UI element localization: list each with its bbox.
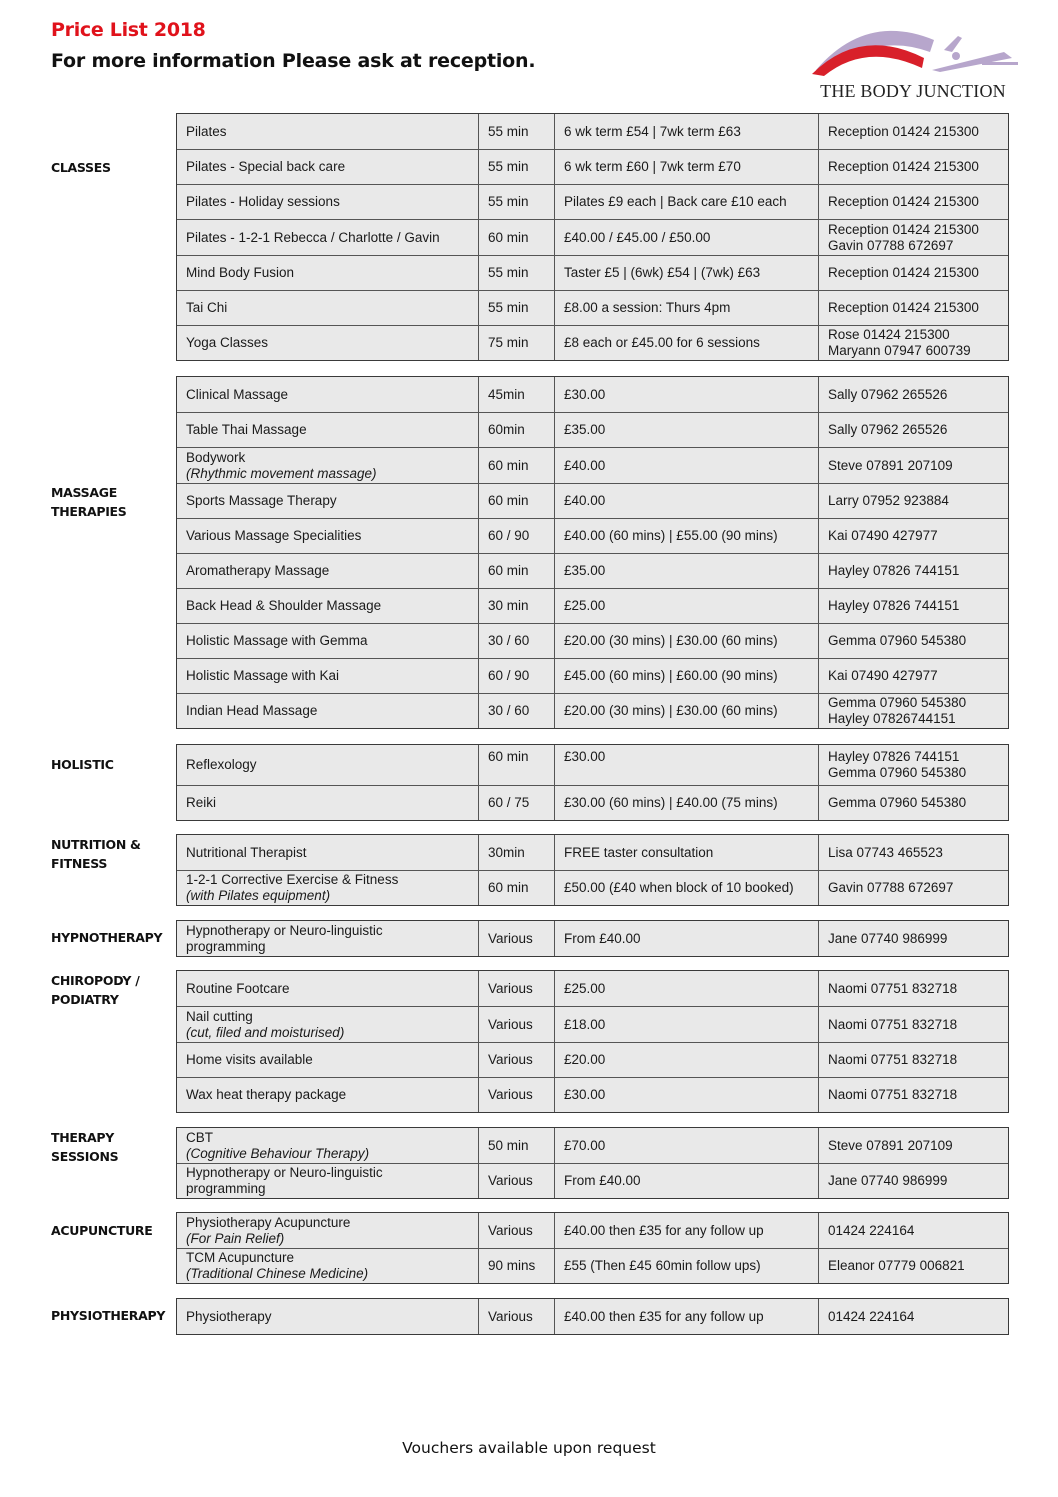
duration-cell: 60 min (479, 745, 555, 785)
service-cell (177, 220, 479, 255)
duration-cell: Various (479, 921, 555, 956)
contact-cell (819, 1249, 1007, 1283)
contact-line: Reception 01424 215300 (828, 300, 979, 315)
duration-cell: 55 min (479, 291, 555, 325)
category-therapy-sessions (51, 1128, 171, 1166)
contact-cell (819, 871, 1007, 905)
price-cell: £8.00 a session: Thurs 4pm (555, 291, 819, 325)
service-name: Home visits available (186, 1052, 313, 1067)
price-cell: £30.00 (555, 377, 819, 412)
service-cell (177, 448, 479, 483)
table-row (177, 412, 1008, 447)
service-cell (177, 291, 479, 325)
service-cell (177, 921, 479, 956)
duration-cell: 60 min (479, 554, 555, 588)
duration-cell: Various (479, 1007, 555, 1042)
service-name: Tai Chi (186, 300, 228, 315)
service-name: Wax heat therapy package (186, 1087, 347, 1102)
contact-cell (819, 554, 1007, 588)
service-cell (177, 1007, 479, 1042)
table-row (177, 1006, 1008, 1042)
category-label: NUTRITION & (51, 837, 141, 852)
duration-cell: 30 min (479, 589, 555, 623)
price-cell: £50.00 (£40 when block of 10 booked) (555, 871, 819, 905)
contact-cell (819, 589, 1007, 623)
contact-cell (819, 1128, 1007, 1163)
price-table-massage (176, 376, 1009, 729)
price-cell: £25.00 (555, 589, 819, 623)
contact-line: Gemma 07960 545380 (828, 765, 967, 780)
service-cell (177, 377, 479, 412)
price-cell: £40.00 then £35 for any follow up (555, 1299, 819, 1334)
service-name: Reflexology (186, 757, 257, 772)
table-row (177, 1299, 1008, 1334)
page-subtitle: For more information Please ask at reception. (51, 50, 536, 72)
price-cell: £20.00 (555, 1043, 819, 1077)
service-name: Hypnotherapy or Neuro-linguistic (186, 1165, 383, 1180)
service-name: Nail cutting (186, 1008, 253, 1024)
price-cell: From £40.00 (555, 921, 819, 956)
contact-line: Hayley 07826744151 (828, 711, 956, 726)
contact-line: Gemma 07960 545380 (828, 695, 967, 710)
category-label: CLASSES (51, 160, 111, 175)
duration-cell: 60 min (479, 484, 555, 518)
service-name: Nutritional Therapist (186, 844, 307, 860)
table-row (177, 658, 1008, 693)
contact-line: Naomi 07751 832718 (828, 1016, 958, 1032)
service-cell (177, 835, 479, 870)
price-cell: £70.00 (555, 1128, 819, 1163)
contact-line: Kai 07490 427977 (828, 528, 938, 543)
duration-cell: Various (479, 1078, 555, 1112)
contact-line: Jane 07740 986999 (828, 1173, 948, 1188)
service-subtitle: (Traditional Chinese Medicine) (186, 1266, 369, 1281)
contact-line: Naomi 07751 832718 (828, 1052, 958, 1067)
service-subtitle: (For Pain Relief) (186, 1230, 285, 1246)
price-cell: £45.00 (60 mins) | £60.00 (90 mins) (555, 659, 819, 693)
contact-line: Kai 07490 427977 (828, 668, 938, 683)
contact-line: Hayley 07826 744151 (828, 749, 960, 764)
duration-cell: 60 min (479, 220, 555, 255)
service-name: Physiotherapy Acupuncture (186, 1214, 351, 1230)
contact-line: Maryann 07947 600739 (828, 343, 971, 358)
price-cell: £40.00 (555, 448, 819, 483)
contact-cell (819, 220, 1007, 255)
service-cell (177, 1249, 479, 1283)
service-name: Sports Massage Therapy (186, 493, 337, 508)
table-row (177, 693, 1008, 728)
duration-cell: Various (479, 1043, 555, 1077)
page-title: Price List 2018 (51, 19, 206, 41)
contact-line: Eleanor 07779 006821 (828, 1258, 965, 1273)
service-cell (177, 694, 479, 728)
table-row (177, 1042, 1008, 1077)
contact-cell (819, 484, 1007, 518)
price-cell: £18.00 (555, 1007, 819, 1042)
duration-cell: Various (479, 971, 555, 1006)
contact-cell (819, 326, 1007, 360)
contact-line: Reception 01424 215300 (828, 159, 979, 174)
service-cell (177, 871, 479, 905)
contact-line: Sally 07962 265526 (828, 386, 948, 402)
table-row (177, 290, 1008, 325)
category-massage-therapies (51, 483, 171, 521)
contact-line: Jane 07740 986999 (828, 930, 948, 946)
service-cell (177, 413, 479, 447)
table-row (177, 1248, 1008, 1283)
service-subtitle: (Rhythmic movement massage) (186, 465, 377, 481)
service-name: Routine Footcare (186, 980, 290, 996)
duration-cell: 60 / 75 (479, 786, 555, 820)
contact-line: Steve 07891 207109 (828, 1137, 953, 1153)
price-table-physiotherapy (176, 1298, 1009, 1335)
contact-line: Sally 07962 265526 (828, 422, 948, 437)
contact-line: Lisa 07743 465523 (828, 844, 943, 860)
vouchers-note: Vouchers available upon request (402, 1439, 656, 1457)
contact-line: 01424 224164 (828, 1222, 915, 1238)
price-table-nutrition (176, 834, 1009, 906)
duration-cell: 55 min (479, 150, 555, 184)
service-cell (177, 326, 479, 360)
contact-line: Steve 07891 207109 (828, 457, 953, 473)
table-row (177, 149, 1008, 184)
service-cell (177, 589, 479, 623)
price-table-holistic (176, 744, 1009, 821)
table-row (177, 114, 1008, 149)
service-name: Pilates - Holiday sessions (186, 194, 340, 209)
contact-cell (819, 745, 1007, 785)
contact-line: Gavin 07788 672697 (828, 237, 954, 253)
contact-line: Larry 07952 923884 (828, 493, 949, 508)
contact-cell (819, 150, 1007, 184)
duration-cell: 30 / 60 (479, 694, 555, 728)
price-table-classes (176, 113, 1009, 361)
service-name: Back Head & Shoulder Massage (186, 598, 382, 613)
contact-cell (819, 185, 1007, 219)
service-name: Hypnotherapy or Neuro-linguistic (186, 922, 383, 938)
contact-cell (819, 624, 1007, 658)
contact-cell (819, 659, 1007, 693)
service-name: Aromatherapy Massage (186, 563, 330, 578)
duration-cell: Various (479, 1299, 555, 1334)
service-name: Pilates (186, 123, 227, 139)
table-row (177, 588, 1008, 623)
contact-cell (819, 694, 1007, 728)
service-name: Reiki (186, 795, 217, 810)
service-cell (177, 1299, 479, 1334)
contact-line: Reception 01424 215300 (828, 123, 979, 139)
table-row (177, 971, 1008, 1006)
price-cell: £35.00 (555, 554, 819, 588)
duration-cell: 55 min (479, 114, 555, 149)
price-cell: £25.00 (555, 971, 819, 1006)
contact-cell (819, 921, 1007, 956)
duration-cell: 60min (479, 413, 555, 447)
category-label: THERAPY (51, 1130, 114, 1145)
service-name: Indian Head Massage (186, 703, 318, 718)
contact-cell (819, 256, 1007, 290)
service-subtitle: (Cognitive Behaviour Therapy) (186, 1145, 370, 1161)
service-name: Holistic Massage with Gemma (186, 633, 368, 648)
table-row (177, 1077, 1008, 1112)
service-name: Holistic Massage with Kai (186, 668, 340, 683)
contact-line: Reception 01424 215300 (828, 265, 979, 280)
contact-cell (819, 1043, 1007, 1077)
category-nutrition-fitness (51, 835, 171, 873)
price-cell: £30.00 (555, 1078, 819, 1112)
table-row (177, 1213, 1008, 1248)
price-cell: £20.00 (30 mins) | £30.00 (60 mins) (555, 624, 819, 658)
category-label: CHIROPODY / (51, 973, 140, 988)
price-cell: £35.00 (555, 413, 819, 447)
contact-line: 01424 224164 (828, 1308, 915, 1324)
table-row (177, 518, 1008, 553)
contact-cell (819, 786, 1007, 820)
duration-cell: 30 / 60 (479, 624, 555, 658)
price-cell: Taster £5 | (6wk) £54 | (7wk) £63 (555, 256, 819, 290)
service-name: Mind Body Fusion (186, 265, 295, 280)
price-table-acupuncture (176, 1212, 1009, 1284)
contact-line: Gavin 07788 672697 (828, 880, 954, 895)
duration-cell: 50 min (479, 1128, 555, 1163)
contact-line: Reception 01424 215300 (828, 221, 979, 237)
service-name: Pilates - 1-2-1 Rebecca / Charlotte / Gavin (186, 229, 440, 245)
price-cell: £30.00 (555, 745, 819, 785)
table-row (177, 255, 1008, 290)
category-label: PHYSIOTHERAPY (51, 1308, 166, 1323)
table-row (177, 377, 1008, 412)
service-name: CBT (186, 1129, 213, 1145)
price-cell: £40.00 (555, 484, 819, 518)
price-cell: FREE taster consultation (555, 835, 819, 870)
price-cell: £30.00 (60 mins) | £40.00 (75 mins) (555, 786, 819, 820)
service-subtitle: programming (186, 1181, 266, 1196)
service-name: Bodywork (186, 449, 246, 465)
contact-cell (819, 1164, 1007, 1198)
service-cell (177, 1213, 479, 1248)
contact-cell (819, 1007, 1007, 1042)
price-table-therapy-sessions (176, 1127, 1009, 1199)
duration-cell: 55 min (479, 185, 555, 219)
category-label: HYPNOTHERAPY (51, 930, 163, 945)
price-table-chiropody (176, 970, 1009, 1113)
service-cell (177, 150, 479, 184)
duration-cell: 60 / 90 (479, 519, 555, 553)
service-name: Table Thai Massage (186, 422, 307, 437)
contact-line: Hayley 07826 744151 (828, 598, 960, 613)
price-cell: From £40.00 (555, 1164, 819, 1198)
contact-line: Hayley 07826 744151 (828, 563, 960, 578)
service-cell (177, 1164, 479, 1198)
category-acupuncture (51, 1221, 171, 1240)
category-label: SESSIONS (51, 1149, 119, 1164)
service-cell (177, 554, 479, 588)
price-cell: £55 (Then £45 60min follow ups) (555, 1249, 819, 1283)
service-cell (177, 114, 479, 149)
contact-cell (819, 377, 1007, 412)
table-row (177, 483, 1008, 518)
table-row (177, 745, 1008, 785)
price-cell: 6 wk term £54 | 7wk term £63 (555, 114, 819, 149)
logo-graphic-icon (806, 18, 1018, 88)
table-row (177, 623, 1008, 658)
table-row (177, 870, 1008, 905)
table-row (177, 1128, 1008, 1163)
body-junction-logo (806, 18, 1018, 104)
contact-cell (819, 448, 1007, 483)
service-cell (177, 624, 479, 658)
service-name: Clinical Massage (186, 386, 289, 402)
price-table-hypnotherapy (176, 920, 1009, 957)
duration-cell: 90 mins (479, 1249, 555, 1283)
duration-cell: Various (479, 1164, 555, 1198)
table-row (177, 921, 1008, 956)
category-label: MASSAGE (51, 485, 117, 500)
duration-cell: 45min (479, 377, 555, 412)
contact-line: Naomi 07751 832718 (828, 1087, 958, 1102)
service-cell (177, 1043, 479, 1077)
service-name: TCM Acupuncture (186, 1250, 295, 1265)
service-name: Pilates - Special back care (186, 159, 346, 174)
table-row (177, 553, 1008, 588)
service-cell (177, 256, 479, 290)
duration-cell: 30min (479, 835, 555, 870)
service-cell (177, 745, 479, 785)
contact-cell (819, 835, 1007, 870)
service-cell (177, 1128, 479, 1163)
contact-line: Reception 01424 215300 (828, 194, 979, 209)
category-label: THERAPIES (51, 504, 127, 519)
price-cell: £40.00 then £35 for any follow up (555, 1213, 819, 1248)
service-cell (177, 1078, 479, 1112)
contact-cell (819, 971, 1007, 1006)
service-name: 1-2-1 Corrective Exercise & Fitness (186, 872, 399, 887)
category-label: FITNESS (51, 856, 108, 871)
duration-cell: 60 / 90 (479, 659, 555, 693)
category-label: ACUPUNCTURE (51, 1223, 153, 1238)
price-cell: 6 wk term £60 | 7wk term £70 (555, 150, 819, 184)
price-cell: £20.00 (30 mins) | £30.00 (60 mins) (555, 694, 819, 728)
service-subtitle: (with Pilates equipment) (186, 888, 331, 903)
service-cell (177, 786, 479, 820)
service-cell (177, 971, 479, 1006)
table-row (177, 325, 1008, 360)
service-cell (177, 519, 479, 553)
contact-line: Rose 01424 215300 (828, 327, 950, 342)
contact-cell (819, 291, 1007, 325)
price-cell: £8 each or £45.00 for 6 sessions (555, 326, 819, 360)
service-cell (177, 659, 479, 693)
category-classes (51, 158, 171, 177)
price-cell: £40.00 / £45.00 / £50.00 (555, 220, 819, 255)
service-name: Various Massage Specialities (186, 528, 362, 543)
table-row (177, 447, 1008, 483)
category-label: PODIATRY (51, 992, 119, 1007)
price-cell: £40.00 (60 mins) | £55.00 (90 mins) (555, 519, 819, 553)
duration-cell: 55 min (479, 256, 555, 290)
contact-cell (819, 1078, 1007, 1112)
category-chiropody-podiatry (51, 971, 171, 1009)
contact-cell (819, 1299, 1007, 1334)
table-row (177, 184, 1008, 219)
duration-cell: 60 min (479, 871, 555, 905)
table-row (177, 1163, 1008, 1198)
table-row (177, 219, 1008, 255)
service-cell (177, 185, 479, 219)
service-subtitle: (cut, filed and moisturised) (186, 1024, 345, 1040)
duration-cell: 75 min (479, 326, 555, 360)
category-physiotherapy (51, 1306, 171, 1325)
contact-line: Gemma 07960 545380 (828, 633, 967, 648)
service-name: Physiotherapy (186, 1308, 272, 1324)
contact-cell (819, 114, 1007, 149)
contact-cell (819, 1213, 1007, 1248)
duration-cell: 60 min (479, 448, 555, 483)
table-row (177, 835, 1008, 870)
contact-line: Gemma 07960 545380 (828, 795, 967, 810)
logo-text: THE BODY JUNCTION (820, 81, 1006, 101)
contact-cell (819, 413, 1007, 447)
duration-cell: Various (479, 1213, 555, 1248)
category-label: HOLISTIC (51, 757, 114, 772)
category-hypnotherapy (51, 928, 171, 947)
service-subtitle: programming (186, 938, 266, 954)
service-cell (177, 484, 479, 518)
service-name: Yoga Classes (186, 335, 269, 350)
price-cell: Pilates £9 each | Back care £10 each (555, 185, 819, 219)
table-row (177, 785, 1008, 820)
contact-line: Naomi 07751 832718 (828, 980, 958, 996)
category-holistic (51, 755, 171, 774)
contact-cell (819, 519, 1007, 553)
